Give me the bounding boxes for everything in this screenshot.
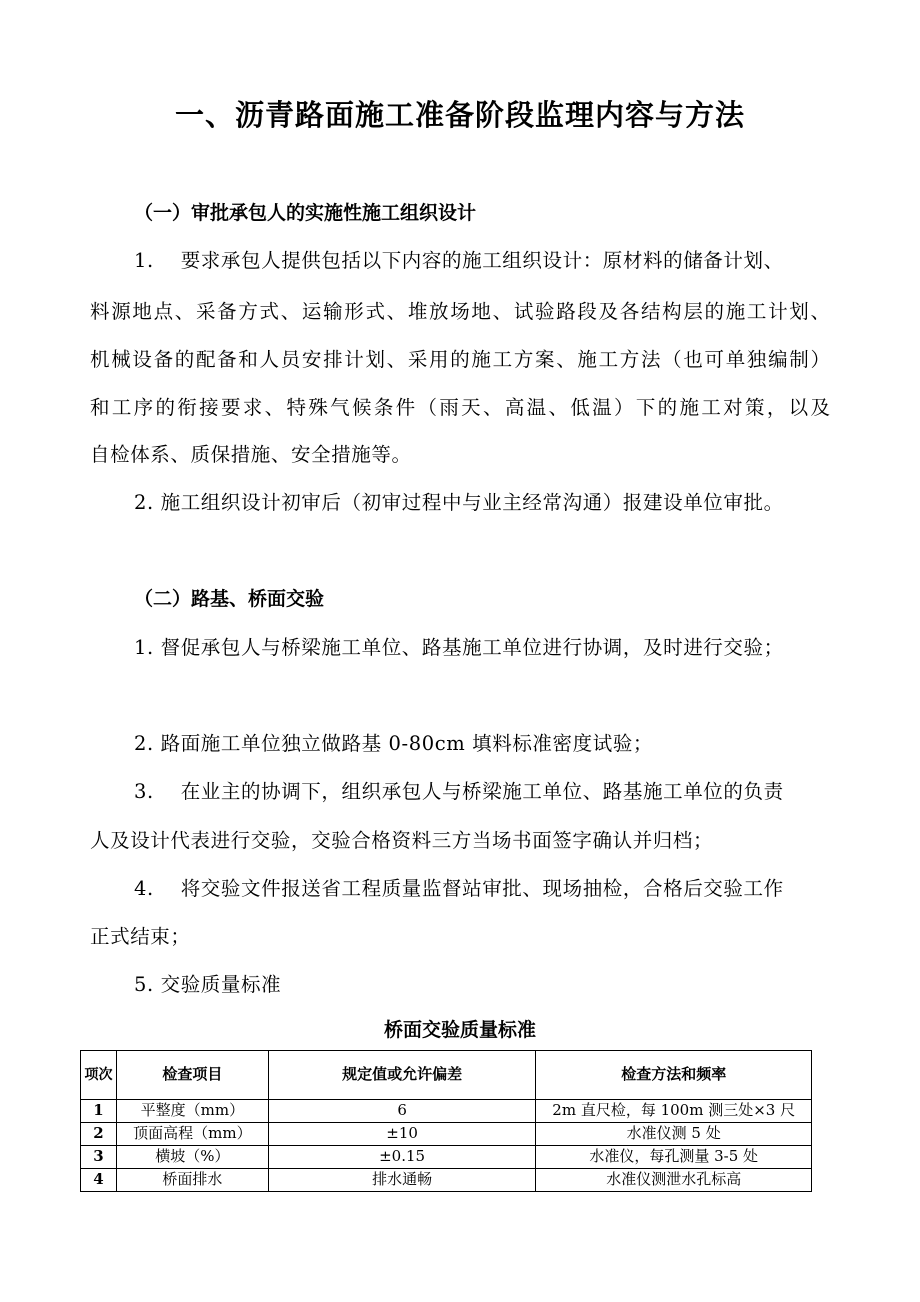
s1-item1-line1: 1. 要求承包人提供包括以下内容的施工组织设计：原材料的储备计划、 xyxy=(134,249,784,272)
page-title: 一、沥青路面施工准备阶段监理内容与方法 xyxy=(174,98,745,132)
row-method: 水准仪，每孔测量 3-5 处 xyxy=(536,1146,812,1169)
s2-item3-line2: 人及设计代表进行交验，交验合格资料三方当场书面签字确认并归档； xyxy=(90,829,714,852)
table-row xyxy=(81,1100,812,1123)
header-item: 检查项目 xyxy=(116,1051,268,1100)
row-item: 横坡（%） xyxy=(116,1146,268,1169)
s2-item4-line1: 4. 将交验文件报送省工程质量监督站审批、现场抽检，合格后交验工作 xyxy=(134,877,784,900)
s1-item1-line3: 机械设备的配备和人员安排计划、采用的施工方案、施工方法（也可单独编制） xyxy=(90,348,830,371)
row-no: 4 xyxy=(81,1169,117,1192)
s1-item1-line4: 和工序的衔接要求、特殊气候条件（雨天、高温、低温）下的施工对策，以及 xyxy=(90,396,830,419)
section-2-heading: （二）路基、桥面交验 xyxy=(134,588,325,610)
row-method: 2m 直尺检，每 100m 测三处×3 尺 xyxy=(536,1100,812,1123)
row-item: 顶面高程（mm） xyxy=(116,1123,268,1146)
row-value: ±0.15 xyxy=(268,1146,536,1169)
row-value: 排水通畅 xyxy=(268,1169,536,1192)
table-caption: 桥面交验质量标准 xyxy=(383,1019,536,1041)
section-1-heading: （一）审批承包人的实施性施工组织设计 xyxy=(134,202,477,224)
row-value: ±10 xyxy=(268,1123,536,1146)
header-method: 检查方法和频率 xyxy=(536,1051,812,1100)
row-no: 3 xyxy=(81,1146,117,1169)
row-no: 2 xyxy=(81,1123,117,1146)
s2-item2: 2. 路面施工单位独立做路基 0-80cm 填料标准密度试验； xyxy=(134,732,654,755)
header-no: 项次 xyxy=(81,1051,117,1100)
header-value: 规定值或允许偏差 xyxy=(268,1051,536,1100)
table-row xyxy=(81,1123,812,1146)
row-item: 平整度（mm） xyxy=(116,1100,268,1123)
s2-item4-line2: 正式结束； xyxy=(90,925,191,948)
quality-standard-table xyxy=(80,1050,812,1192)
s2-item1: 1. 督促承包人与桥梁施工单位、路基施工单位进行协调，及时进行交验； xyxy=(134,636,784,659)
s2-item5: 5. 交验质量标准 xyxy=(134,973,282,996)
row-value: 6 xyxy=(268,1100,536,1123)
table-header-row xyxy=(81,1051,812,1100)
s1-item1-line2: 料源地点、采备方式、运输形式、堆放场地、试验路段及各结构层的施工计划、 xyxy=(90,300,830,323)
s1-item2: 2. 施工组织设计初审后（初审过程中与业主经常沟通）报建设单位审批。 xyxy=(134,491,784,514)
s1-item1-line5: 自检体系、质保措施、安全措施等。 xyxy=(90,443,412,466)
s2-item3-line1: 3. 在业主的协调下，组织承包人与桥梁施工单位、路基施工单位的负责 xyxy=(134,780,784,803)
table-row xyxy=(81,1169,812,1192)
row-method: 水准仪测 5 处 xyxy=(536,1123,812,1146)
table-row xyxy=(81,1146,812,1169)
row-no: 1 xyxy=(81,1100,117,1123)
row-method: 水准仪测泄水孔标高 xyxy=(536,1169,812,1192)
row-item: 桥面排水 xyxy=(116,1169,268,1192)
